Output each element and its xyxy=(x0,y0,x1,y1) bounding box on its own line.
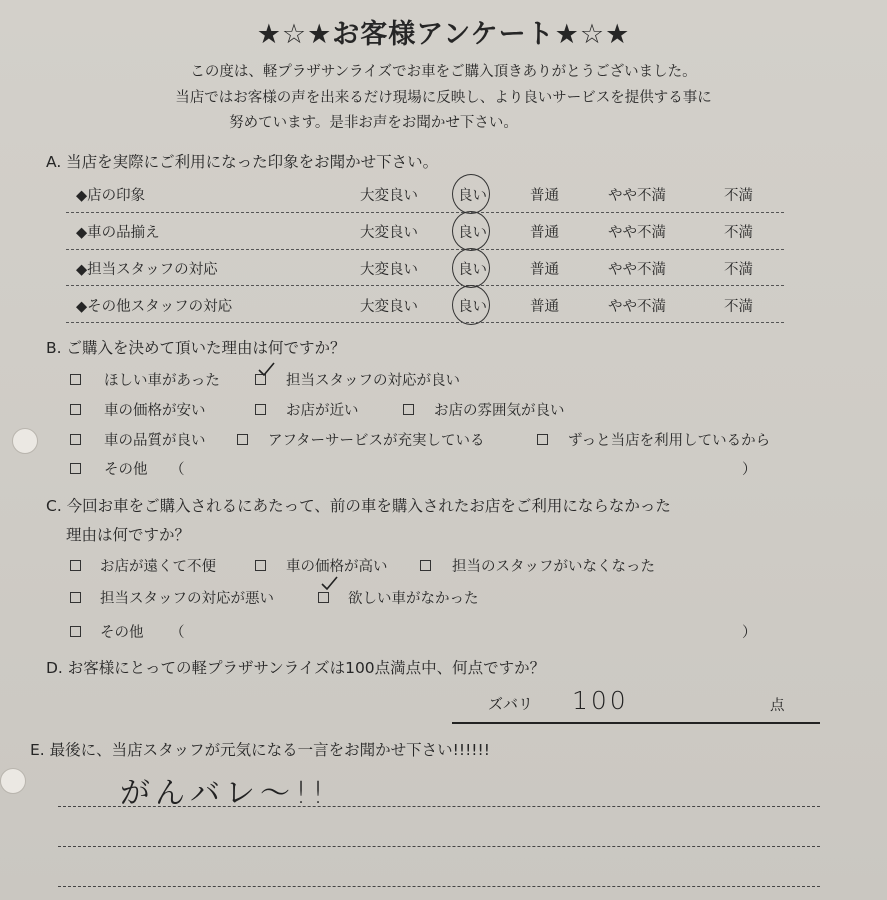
checkbox[interactable] xyxy=(70,404,81,415)
binder-hole xyxy=(12,428,38,454)
rating-option[interactable]: 大変良い xyxy=(360,262,418,278)
checkbox[interactable] xyxy=(537,434,548,445)
checkmark-icon xyxy=(257,362,277,376)
option-label: ほしい車があった xyxy=(104,373,220,389)
question-c-line-1: C. 今回お車をご購入されるにあたって、前の車を購入されたお店をご利用にならなかった xyxy=(46,497,671,515)
row-divider xyxy=(66,212,784,213)
option-label: 担当スタッフの対応が悪い xyxy=(100,591,274,607)
score-unit: 点 xyxy=(770,698,785,714)
option-label: 車の価格が安い xyxy=(104,403,206,419)
question-d: D. お客様にとっての軽プラザサンライズは100点満点中、何点ですか？ xyxy=(46,659,546,677)
row-divider xyxy=(66,322,784,323)
checkbox[interactable] xyxy=(70,374,81,385)
score-underline xyxy=(452,722,820,724)
rating-option[interactable]: やや不満 xyxy=(608,299,666,315)
survey-title: ★☆★お客様アンケート★☆★ xyxy=(256,19,631,50)
row-label: ◆店の印象 xyxy=(76,188,146,204)
rating-option[interactable]: 不満 xyxy=(724,225,753,241)
rating-option[interactable]: やや不満 xyxy=(608,262,666,278)
row-label: ◆車の品揃え xyxy=(76,225,160,241)
paren-open: （ xyxy=(170,625,185,641)
handwritten-prefix: ズバリ xyxy=(488,695,534,713)
rating-option[interactable]: 不満 xyxy=(724,188,753,204)
rating-option[interactable]: 不満 xyxy=(724,262,753,278)
checkbox[interactable] xyxy=(403,404,414,415)
checkmark-icon xyxy=(320,576,340,590)
checkbox[interactable] xyxy=(70,434,81,445)
checkbox[interactable] xyxy=(237,434,248,445)
option-label: 担当スタッフの対応が良い xyxy=(286,373,460,389)
rating-option[interactable]: 良い xyxy=(458,188,487,204)
row-label: ◆担当スタッフの対応 xyxy=(76,262,218,278)
question-a: A. 当店を実際にご利用になった印象をお聞かせ下さい。 xyxy=(46,153,439,171)
rating-option[interactable]: 普通 xyxy=(530,225,559,241)
rating-option[interactable]: 普通 xyxy=(530,299,559,315)
answer-line xyxy=(58,806,820,807)
row-divider xyxy=(66,285,784,286)
rating-option[interactable]: 普通 xyxy=(530,262,559,278)
option-label: 車の品質が良い xyxy=(104,433,206,449)
checkbox[interactable] xyxy=(70,626,81,637)
rating-option[interactable]: 良い xyxy=(458,262,487,278)
option-label: その他 xyxy=(100,625,144,641)
row-label: ◆その他スタッフの対応 xyxy=(76,299,233,315)
rating-option[interactable]: 大変良い xyxy=(360,188,418,204)
checkbox-checked[interactable] xyxy=(318,592,329,603)
rating-option[interactable]: 良い xyxy=(458,299,487,315)
selected-circle-mark xyxy=(452,174,490,214)
checkbox[interactable] xyxy=(420,560,431,571)
handwritten-answer: がんバレ～!! xyxy=(120,776,330,811)
question-e: E. 最後に、当店スタッフが元気になる一言をお聞かせ下さい!!!!!! xyxy=(30,741,490,759)
handwritten-score: 100 xyxy=(572,686,629,715)
rating-option[interactable]: 大変良い xyxy=(360,299,418,315)
option-label: お店の雰囲気が良い xyxy=(434,403,565,419)
answer-line xyxy=(58,886,820,887)
option-label: お店が近い xyxy=(286,403,359,419)
option-label: 欲しい車がなかった xyxy=(348,591,479,607)
rating-option[interactable]: 普通 xyxy=(530,188,559,204)
rating-option[interactable]: やや不満 xyxy=(608,188,666,204)
rating-option[interactable]: やや不満 xyxy=(608,225,666,241)
rating-option[interactable]: 良い xyxy=(458,225,487,241)
rating-option[interactable]: 不満 xyxy=(724,299,753,315)
paren-close: ） xyxy=(742,625,757,641)
selected-circle-mark xyxy=(452,211,490,251)
option-label: お店が遠くて不便 xyxy=(100,559,216,575)
selected-circle-mark xyxy=(452,285,490,325)
option-label: その他 xyxy=(104,462,148,478)
row-divider xyxy=(66,249,784,250)
question-c-line-2: 理由は何ですか？ xyxy=(66,526,191,544)
binder-hole xyxy=(0,768,26,794)
option-label: 車の価格が高い xyxy=(286,559,388,575)
answer-line xyxy=(58,846,820,847)
paren-open: （ xyxy=(170,462,185,478)
selected-circle-mark xyxy=(452,248,490,288)
option-label: ずっと当店を利用しているから xyxy=(568,433,771,449)
paren-close: ） xyxy=(742,462,757,478)
checkbox[interactable] xyxy=(255,560,266,571)
checkbox[interactable] xyxy=(70,560,81,571)
intro-line-1: この度は、軽プラザサンライズでお車をご購入頂きありがとうございました。 xyxy=(190,64,697,80)
option-label: 担当のスタッフがいなくなった xyxy=(452,559,655,575)
intro-line-2: 当店ではお客様の声を出来るだけ現場に反映し、より良いサービスを提供する事に xyxy=(175,90,712,106)
option-label: アフターサービスが充実している xyxy=(268,433,485,449)
question-b: B. ご購入を決めて頂いた理由は何ですか？ xyxy=(46,339,346,357)
rating-option[interactable]: 大変良い xyxy=(360,225,418,241)
intro-line-3: 努めています。是非お声をお聞かせ下さい。 xyxy=(229,115,518,131)
checkbox[interactable] xyxy=(70,592,81,603)
checkbox[interactable] xyxy=(255,404,266,415)
checkbox[interactable] xyxy=(70,463,81,474)
